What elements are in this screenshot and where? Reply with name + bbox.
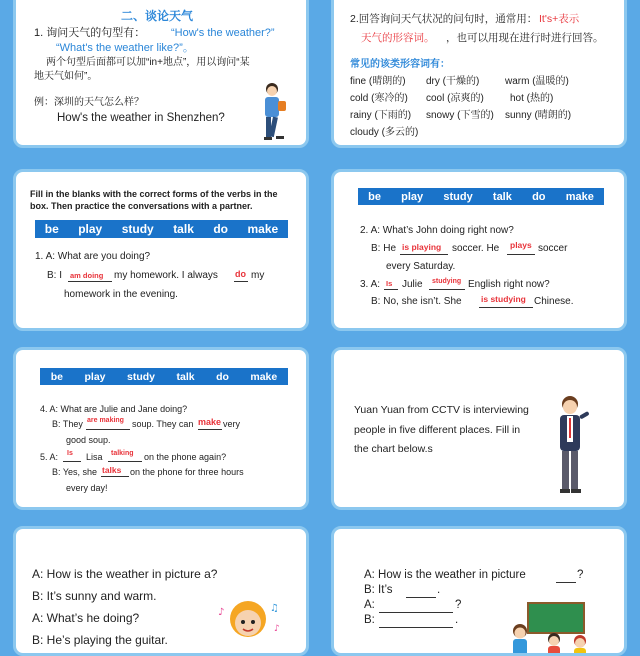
- verb-make: make: [250, 370, 278, 383]
- answer-4-text-b: soup. They can: [132, 419, 194, 429]
- answer-2-text-d: every Saturday.: [386, 261, 456, 272]
- answer-blank: [108, 461, 142, 462]
- adjective-word: rainy (下雨的): [350, 110, 412, 121]
- verb-talk: talk: [492, 190, 512, 203]
- exercise-card-3: [13, 347, 309, 510]
- answer-4-text-c: very: [223, 419, 241, 429]
- question-1: 1. A: What are you doing?: [35, 251, 151, 262]
- answer-5-text-b: on the phone for three hours: [130, 467, 244, 477]
- answer-pattern-red-2: 天气的形容词。: [361, 32, 435, 44]
- blank-dialogue-line4-b: .: [455, 614, 459, 626]
- dialogue-line3: A: What’s he doing?: [32, 611, 140, 625]
- answer-blank: [198, 429, 222, 430]
- answer-blank: [429, 289, 465, 290]
- adjective-word: hot (热的): [510, 93, 554, 104]
- adjective-word: warm (温暖的): [505, 76, 569, 87]
- answer-blank: [86, 429, 130, 430]
- answer-blank: [63, 461, 81, 462]
- answer-blank: [384, 289, 398, 290]
- interview-line2: people in five different places. Fill in: [354, 424, 521, 436]
- example-sentence: How's the weather in Shenzhen?: [57, 112, 225, 124]
- answer-pattern-label: 2.回答询问天气状况的问句时，通常用：: [350, 13, 538, 25]
- answer-fill: is playing: [402, 242, 442, 252]
- answer-3-text-a: B: No, she isn’t. She: [371, 296, 462, 307]
- classroom-illustration: [506, 601, 596, 656]
- adjective-word: cold (寒冷的): [350, 93, 408, 104]
- question-2: 2. A: What’s John doing right now?: [360, 225, 514, 236]
- answer-blank: [479, 307, 533, 308]
- pattern-note-line1: 两个句型后面都可以加“in+地点”，用以询问“某: [46, 57, 250, 68]
- dialogue-card-picture-a: [13, 526, 309, 656]
- verb-do: do: [216, 370, 229, 383]
- adjective-word: sunny (晴朗的): [505, 110, 572, 121]
- answer-blank: [379, 627, 453, 628]
- answer-fill: is studying: [481, 294, 526, 304]
- teacher-illustration: [548, 394, 592, 498]
- instruction-line2: box. Then practice the conversations with a partner.: [30, 201, 253, 211]
- answer-blank: [68, 281, 112, 282]
- verb-box: [35, 220, 288, 238]
- answer-fill: make: [198, 417, 222, 427]
- instruction-line1: Fill in the blanks with the correct forms of the verbs in the: [30, 189, 278, 199]
- exercise-card-1: [13, 169, 309, 331]
- verb-do: do: [213, 222, 229, 236]
- answer-fill: studying: [432, 278, 462, 285]
- verb-talk: talk: [173, 222, 194, 236]
- answer-fill: are making: [87, 417, 124, 424]
- answer-fill: talks: [102, 465, 122, 475]
- question-pattern-label: 1. 询问天气的句型有：: [34, 27, 146, 39]
- verb-box: [358, 188, 604, 205]
- question-3-text-a: 3. A:: [360, 279, 381, 290]
- interview-line1: Yuan Yuan from CCTV is interviewing: [354, 404, 529, 416]
- adjective-word: dry (干燥的): [426, 76, 480, 87]
- example-label: 例：深圳的天气怎么样？: [34, 97, 144, 108]
- answer-blank: [406, 597, 436, 598]
- grammar-card-weather-answers: [331, 0, 627, 148]
- answer-fill: do: [235, 269, 246, 279]
- adjective-word: snowy (下雪的): [426, 110, 494, 121]
- exercise-card-2: [331, 169, 627, 331]
- answer-2-text-b: soccer. He: [452, 243, 500, 254]
- question-pattern-2: “What's the weather like?”。: [56, 42, 194, 54]
- answer-blank: [234, 281, 248, 282]
- interview-card: [331, 347, 627, 510]
- interview-line3: the chart below.s: [354, 443, 433, 455]
- answer-pattern-red-1: It's+表示: [539, 13, 580, 25]
- dialogue-line2: B: It’s sunny and warm.: [32, 589, 157, 603]
- question-4: 4. A: What are Julie and Jane doing?: [40, 404, 188, 414]
- answer-2-text-c: soccer: [538, 243, 568, 254]
- answer-1-text-a: B: I: [47, 270, 63, 281]
- answer-2-text-a: B: He: [371, 243, 397, 254]
- answer-blank: [507, 254, 535, 255]
- question-3-text-c: English right now?: [468, 279, 550, 290]
- svg-text:♪: ♪: [218, 607, 225, 618]
- dialogue-card-blank: [331, 526, 627, 656]
- answer-blank: [101, 476, 129, 477]
- answer-4-text-a: B: They: [52, 419, 83, 429]
- boy-with-guitar-illustration: [214, 597, 284, 656]
- answer-fill: Is: [67, 450, 73, 457]
- verb-play: play: [78, 222, 103, 236]
- verb-box: [40, 368, 288, 385]
- verb-study: study: [121, 222, 154, 236]
- adjective-word: cloudy (多云的): [350, 127, 419, 138]
- answer-fill: Is: [386, 279, 393, 288]
- section-heading: 二、谈论天气: [121, 9, 194, 23]
- pattern-note-line2: 地天气如何”。: [34, 71, 98, 82]
- answer-5-text-a: B: Yes, she: [52, 467, 98, 477]
- verb-make: make: [565, 190, 594, 203]
- blank-dialogue-line2-a: B: It’s: [364, 584, 393, 596]
- blank-dialogue-line4-a: B:: [364, 614, 375, 626]
- question-pattern-1: “How's the weather?”: [171, 27, 275, 39]
- question-5-text-a: 5. A:: [40, 452, 59, 462]
- verb-be: be: [50, 370, 63, 383]
- answer-4-text-d: good soup.: [66, 435, 111, 445]
- answer-fill: am doing: [70, 271, 104, 280]
- answer-pattern-rest: ，也可以用现在进行时进行回答。: [446, 32, 604, 44]
- question-5-text-b: Lisa: [86, 452, 103, 462]
- answer-blank: [400, 254, 448, 255]
- answer-blank: [379, 612, 453, 613]
- verb-play: play: [401, 190, 424, 203]
- answer-3-text-b: Chinese.: [534, 296, 574, 307]
- blank-dialogue-line3-b: ?: [455, 599, 462, 611]
- blank-dialogue-line1-b: ?: [577, 569, 584, 581]
- answer-blank: [556, 582, 576, 583]
- verb-talk: talk: [176, 370, 195, 383]
- grammar-card-weather-questions: [13, 0, 309, 148]
- verb-study: study: [443, 190, 473, 203]
- adjective-word: fine (晴朗的): [350, 76, 406, 87]
- adjective-subtitle: 常见的该类形容词有：: [350, 59, 450, 70]
- svg-text:♪: ♪: [274, 624, 280, 634]
- question-3-text-b: Julie: [402, 279, 423, 290]
- adjective-word: cool (凉爽的): [426, 93, 484, 104]
- verb-be: be: [44, 222, 59, 236]
- answer-1-text-d: homework in the evening.: [64, 289, 178, 300]
- blank-dialogue-line3-a: A:: [364, 599, 375, 611]
- svg-text:♫: ♫: [270, 603, 279, 614]
- answer-fill: plays: [510, 240, 532, 250]
- walking-boy-illustration: [252, 81, 292, 145]
- verb-make: make: [247, 222, 279, 236]
- dialogue-line1: A: How is the weather in picture a?: [32, 567, 218, 581]
- answer-1-text-c: my: [251, 270, 265, 281]
- answer-5-text-c: every day!: [66, 483, 108, 493]
- question-5-text-c: on the phone again?: [144, 452, 227, 462]
- answer-fill: talking: [111, 450, 134, 457]
- verb-study: study: [126, 370, 155, 383]
- dialogue-line4: B: He’s playing the guitar.: [32, 633, 168, 647]
- blank-dialogue-line1-a: A: How is the weather in picture: [364, 569, 526, 581]
- verb-play: play: [84, 370, 106, 383]
- verb-be: be: [368, 190, 381, 203]
- verb-do: do: [532, 190, 546, 203]
- blank-dialogue-line2-b: .: [437, 584, 441, 596]
- answer-1-text-b: my homework. I always: [114, 270, 218, 281]
